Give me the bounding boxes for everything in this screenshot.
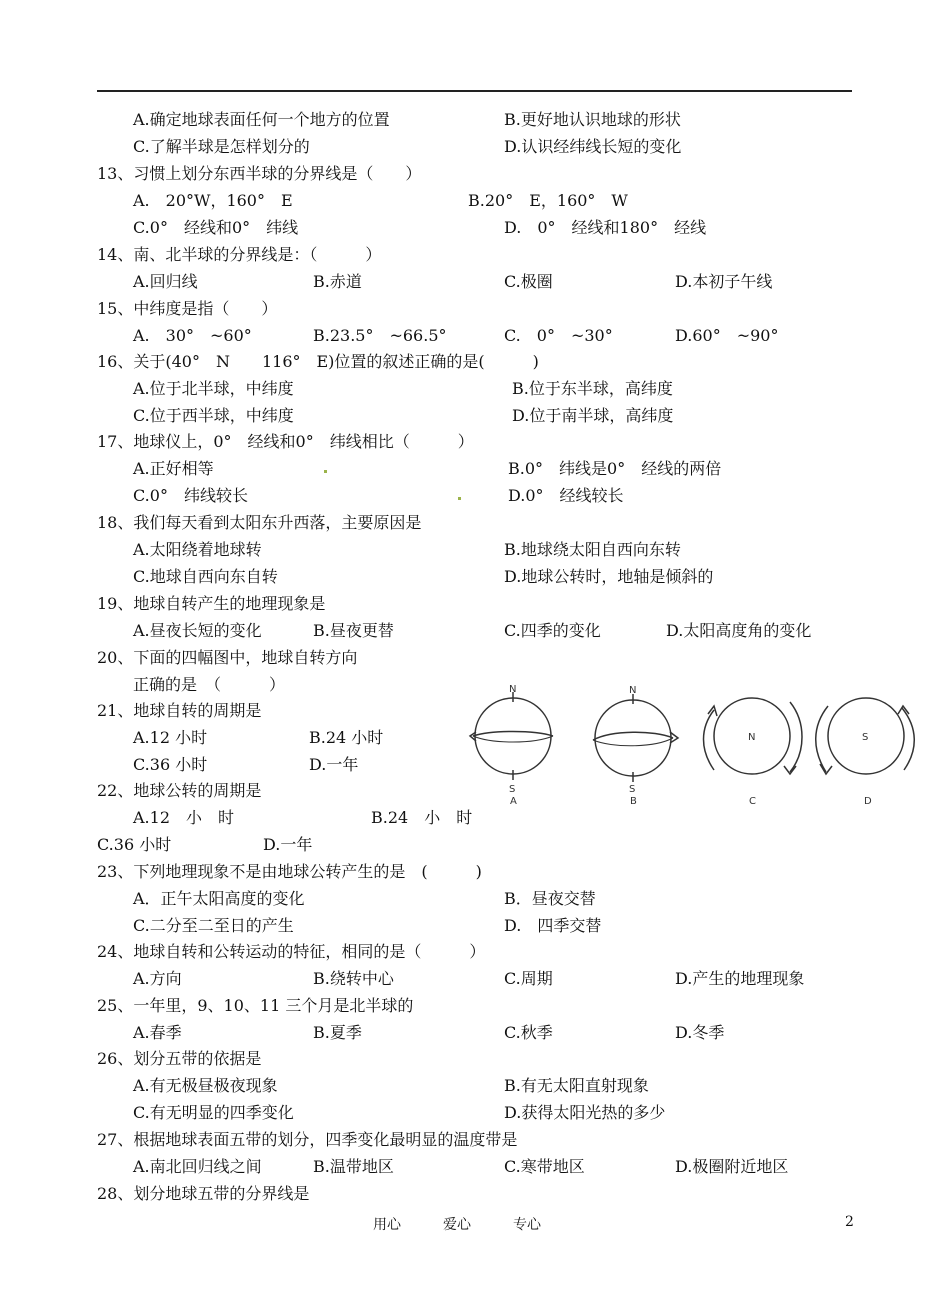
q25-option-a: A.春季 [133,1023,182,1042]
q25-stem: 25、一年里，9、10、11 三个月是北半球的 [97,996,414,1015]
rotation-arrow-right [790,702,802,772]
q14-option-a: A.回归线 [133,272,198,291]
q18-option-c: C.地球自西向东自转 [133,567,278,586]
q18-option-d: D.地球公转时，地轴是倾斜的 [504,567,714,586]
q27-option-c: C.寒带地区 [504,1157,585,1176]
q26-option-c: C.有无明显的四季变化 [133,1103,294,1122]
q14-option-b: B.赤道 [313,272,362,291]
q15-option-c: C. 0° ~30° [504,326,613,345]
rotation-figure [462,680,922,810]
q21-option-b: B.24 小时 [309,728,384,747]
q16-stem: 16、关于(40° N 116° E)位置的叙述正确的是( ) [97,352,539,371]
q17-option-a: A.正好相等 [133,459,214,478]
q14-option-d: D.本初子午线 [675,272,773,291]
q16-option-a: A.位于北半球，中纬度 [133,379,294,398]
q23-option-b: B．昼夜交替 [504,889,596,908]
diagram-c-label: C [749,796,756,807]
q24-option-d: D.产生的地理现象 [675,969,805,988]
footer-motto: 用心 爱心 专心 [373,1217,541,1233]
q24-option-c: C.周期 [504,969,553,988]
scan-speck [458,497,461,500]
q13-option-b: B.20° E，160° W [468,191,628,210]
q17-stem: 17、地球仪上，0° 经线和0° 纬线相比（ ） [97,432,474,451]
rotation-arrow-left [704,710,715,770]
q20-stem: 20、下面的四幅图中，地球自转方向 [97,648,358,667]
q19-option-c: C.四季的变化 [504,621,601,640]
q26-option-b: B.有无太阳直射现象 [504,1076,649,1095]
q23-option-d: D. 四季交替 [504,916,602,935]
q17-option-d: D.0° 经线较长 [508,486,624,505]
q15-option-b: B.23.5° ~66.5° [313,326,447,345]
q16-option-c: C.位于西半球，中纬度 [133,406,294,425]
diagram-b [593,694,678,782]
q21-option-a: A.12 小时 [133,728,208,747]
q22-option-a: A.12 小 时 [133,808,235,827]
q27-stem: 27、根据地球表面五带的划分，四季变化最明显的温度带是 [97,1130,518,1149]
q27-option-a: A.南北回归线之间 [133,1157,262,1176]
q19-option-a: A.昼夜长短的变化 [133,621,262,640]
q12-option-d: D.认识经纬线长短的变化 [504,137,682,156]
q16-option-b: B.位于东半球，高纬度 [512,379,673,398]
diagram-d-south: S [862,732,869,743]
q18-stem: 18、我们每天看到太阳东升西落，主要原因是 [97,513,422,532]
q23-option-a: A．正午太阳高度的变化 [133,889,305,908]
q12-option-a: A.确定地球表面任何一个地方的位置 [133,110,390,129]
q18-option-b: B.地球绕太阳自西向东转 [504,540,681,559]
q18-option-a: A.太阳绕着地球转 [133,540,262,559]
q24-stem: 24、地球自转和公转运动的特征，相同的是（ ） [97,942,486,961]
q26-option-d: D.获得太阳光热的多少 [504,1103,666,1122]
q13-option-c: C.0° 经线和0° 纬线 [133,218,299,237]
q22-stem: 22、地球公转的周期是 [97,781,262,800]
q19-option-d: D.太阳高度角的变化 [666,621,812,640]
diagram-a-south: S [509,784,516,795]
q26-option-a: A.有无极昼极夜现象 [133,1076,278,1095]
q12-option-b: B.更好地认识地球的形状 [504,110,681,129]
q15-option-d: D.60° ~90° [675,326,779,345]
q17-option-c: C.0° 纬线较长 [133,486,248,505]
scan-speck [324,470,327,473]
q25-option-b: B.夏季 [313,1023,362,1042]
diagram-a [470,692,553,780]
rotation-arrow-left [816,706,828,772]
q24-option-b: B.绕转中心 [313,969,394,988]
q15-option-a: A. 30° ~60° [133,326,252,345]
q22-option-c: C.36 小时 [97,835,172,854]
q19-option-b: B.昼夜更替 [313,621,394,640]
diagram-b-north: N [629,685,637,696]
q17-option-b: B.0° 纬线是0° 经线的两倍 [508,459,722,478]
q13-option-d: D. 0° 经线和180° 经线 [504,218,707,237]
q23-stem: 23、下列地理现象不是由地球公转产生的是 ( ) [97,862,482,881]
q19-stem: 19、地球自转产生的地理现象是 [97,594,326,613]
q21-option-c: C.36 小时 [133,755,208,774]
q27-option-d: D.极圈附近地区 [675,1157,789,1176]
q16-option-d: D.位于南半球，高纬度 [512,406,674,425]
diagram-b-south: S [629,784,636,795]
q22-option-d: D.一年 [263,835,313,854]
q23-option-c: C.二分至二至日的产生 [133,916,294,935]
header-rule [97,90,852,92]
q21-stem: 21、地球自转的周期是 [97,701,262,720]
diagram-d-label: D [864,796,872,807]
q26-stem: 26、划分五带的依据是 [97,1049,262,1068]
q21-option-d: D.一年 [309,755,359,774]
q28-stem: 28、划分地球五带的分界线是 [97,1184,310,1203]
diagram-c-north: N [748,732,756,743]
q15-stem: 15、中纬度是指（ ） [97,299,278,318]
q13-option-a: A. 20°W，160° E [133,191,293,210]
page-number: 2 [845,1214,854,1230]
q12-option-c: C.了解半球是怎样划分的 [133,137,310,156]
q25-option-c: C.秋季 [504,1023,553,1042]
diagram-a-north: N [509,684,517,695]
q20-stem-continued: 正确的是 （ ） [133,675,286,694]
q14-stem: 14、南、北半球的分界线是：（ ） [97,245,382,264]
q27-option-b: B.温带地区 [313,1157,394,1176]
q14-option-c: C.极圈 [504,272,553,291]
q25-option-d: D.冬季 [675,1023,725,1042]
diagram-a-label: A [510,796,517,807]
q13-stem: 13、习惯上划分东西半球的分界线是（ ） [97,164,422,183]
diagram-b-label: B [630,796,637,807]
q22-option-b: B.24 小 时 [371,808,473,827]
q24-option-a: A.方向 [133,969,182,988]
